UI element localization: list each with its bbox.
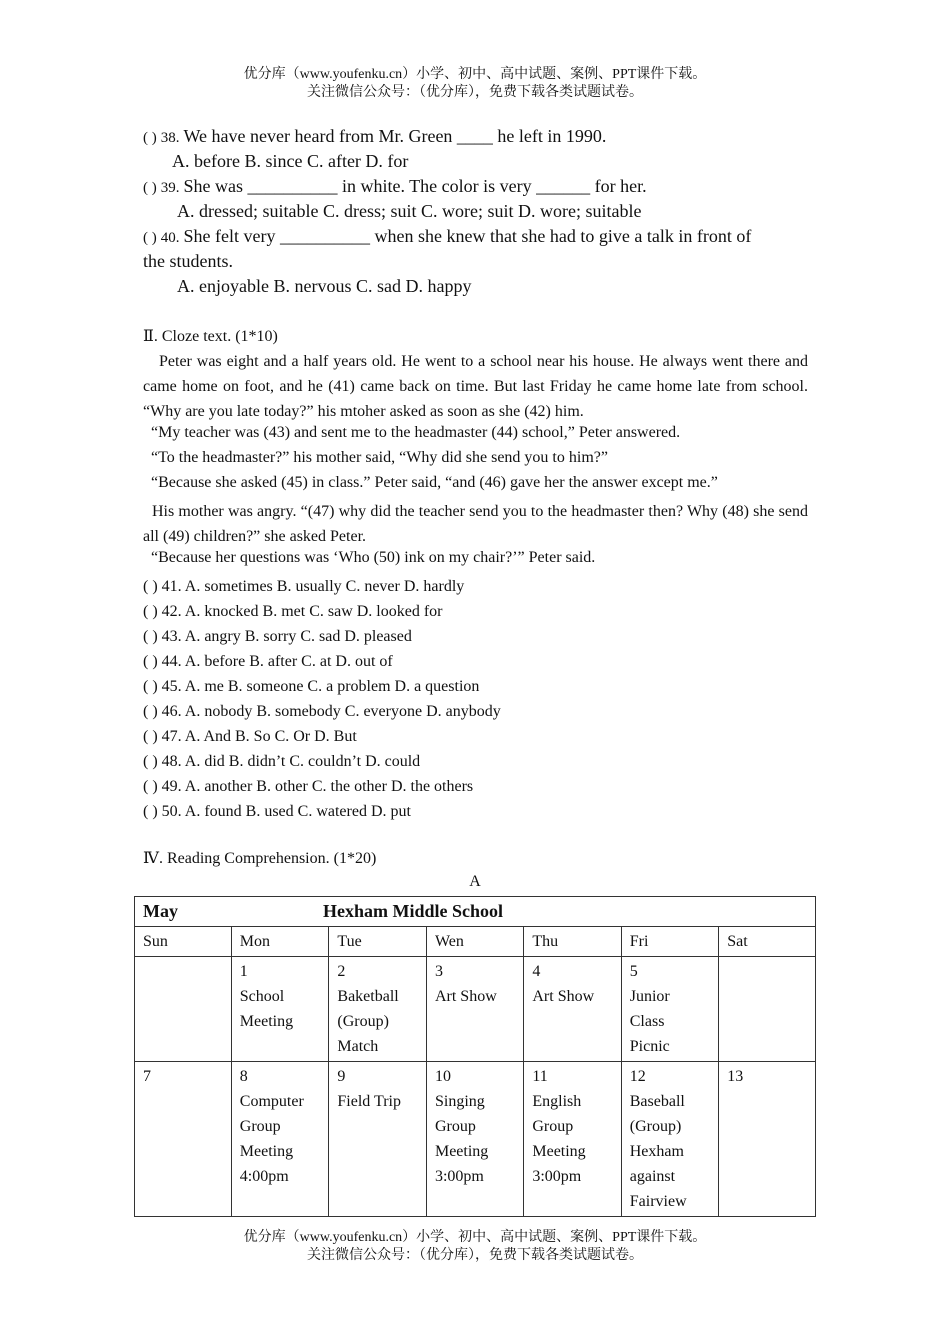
calendar-week-1 [135,957,816,1062]
cloze-paragraph-2: “My teacher was (43) and sent me to the headmaster (44) school,” Peter answered. [151,424,681,441]
calendar-date-number: 11 [532,1068,548,1085]
calendar-event-text: Match [337,1038,379,1055]
calendar-event-text: Group [532,1118,574,1135]
calendar-date-number: 10 [434,1068,451,1085]
calendar-week-2 [135,1062,816,1217]
calendar-day-cell [135,957,232,1062]
cloze-paragraph-3: “To the headmaster?” his mother said, “Why did she send you to him?” [151,449,608,466]
calendar-event-text: Meeting [434,1143,489,1160]
calendar-day-cell [719,957,816,1062]
calendar-date-number: 3 [434,963,443,980]
calendar-title-row [135,897,816,927]
calendar-date-number: 8 [239,1068,248,1085]
cloze-paragraph-6: “Because her questions was ‘Who (50) ink on my chair?’” Peter said. [151,549,596,566]
reading-section-label: A [469,873,481,890]
calendar-event-text: Computer [239,1093,304,1110]
day-header: Sat [719,927,816,957]
answer-bracket: ( ) [143,130,157,146]
calendar-date-number: 1 [239,963,248,980]
calendar-event-text: (Group) [629,1118,682,1135]
calendar-event-text: Group [239,1118,281,1135]
calendar-title-cell [135,897,816,927]
calendar-day-cell [426,1062,523,1217]
calendar-event-text: Junior [629,988,670,1005]
calendar-day-cell [329,1062,427,1217]
calendar-event-text: Meeting [239,1143,294,1160]
calendar-event-text: Class [629,1013,665,1030]
calendar-event-text: Art Show [532,988,595,1005]
question-38 [143,126,606,147]
calendar-event-text: Baseball [629,1093,685,1110]
calendar-event-text: 3:00pm [532,1168,582,1185]
calendar-day-cell [524,957,621,1062]
day-header: Wen [426,927,523,957]
question-number: 40. [160,230,180,246]
cloze-paragraph-4: “Because she asked (45) in class.” Peter said, “and (46) gave her the answer except me.” [151,474,718,491]
calendar-event-text: Field Trip [337,1093,401,1110]
question-number: 38. [160,130,180,146]
calendar-date-number: 5 [629,963,638,980]
calendar-event-text: Singing [434,1093,485,1110]
calendar-date-number: 12 [629,1068,646,1085]
cloze-option-44: ( ) 44. A. before B. after C. at D. out of [143,653,393,670]
calendar-event-text: Baketball [337,988,399,1005]
calendar-event-text: Meeting [239,1013,294,1030]
cloze-option-49: ( ) 49. A. another B. other C. the other D. the others [143,778,474,795]
calendar-event-text: English [532,1093,582,1110]
calendar-date-number: 2 [337,963,346,980]
calendar-day-cell [524,1062,621,1217]
calendar-day-cell [621,957,718,1062]
question-stem: She felt very __________ when she knew that she had to give a talk in front of [183,226,752,246]
cloze-options-list [143,574,501,824]
cloze-option-42: ( ) 42. A. knocked B. met C. saw D. looked for [143,603,443,620]
calendar-days-row [135,927,816,957]
calendar-day-cell [719,1062,816,1217]
question-40-options: A. enjoyable B. nervous C. sad D. happy [177,276,472,296]
calendar-event-text: Fairview [629,1193,687,1210]
cloze-heading: Ⅱ. Cloze text. (1*10) [143,328,278,345]
cloze-option-43: ( ) 43. A. angry B. sorry C. sad D. pleased [143,628,412,645]
calendar-event-text: Picnic [629,1038,670,1055]
calendar-event-text: Hexham [629,1143,684,1160]
day-header: Thu [524,927,621,957]
cloze-option-48: ( ) 48. A. did B. didn’t C. couldn’t D. could [143,753,421,770]
calendar-date-number: 9 [337,1068,346,1085]
calendar-date-number: 13 [727,1068,744,1085]
question-number: 39. [160,180,180,196]
reading-heading: Ⅳ. Reading Comprehension. (1*20) [143,850,377,867]
calendar-event-text: Art Show [434,988,497,1005]
calendar-event-text: School [239,988,285,1005]
answer-bracket: ( ) [143,180,157,196]
calendar-event-text: against [629,1168,676,1185]
answer-bracket: ( ) [143,230,157,246]
question-stem: We have never heard from Mr. Green ____ he left in 1990. [183,126,607,146]
day-header: Sun [135,927,232,957]
calendar-event-text: Meeting [532,1143,586,1160]
school-calendar-table [134,896,816,1217]
question-39-options: A. dressed; suitable C. dress; suit C. wore; suit D. wore; suitable [177,201,642,221]
calendar-date-number: 4 [532,963,541,980]
calendar-day-cell [135,1062,232,1217]
calendar-event-text: Group [434,1118,476,1135]
question-stem: She was __________ in white. The color is very ______ for her. [183,176,647,196]
cloze-paragraph-1: Peter was eight and a half years old. He went to a school near his house. He always went there and came home on foot, and he (41) came back on time. But last Friday he came home late from school. “Why are you late today?” his mtoher asked as soon as she (42) him. [143,353,808,420]
footer-line-1: 优分库（www.youfenku.cn）小学、初中、高中试题、案例、PPT课件下载。 [243,1230,707,1245]
calendar-day-cell [231,957,329,1062]
question-38-options: A. before B. since C. after D. for [172,151,409,171]
page-footer [0,1229,950,1265]
cloze-option-47: ( ) 47. A. And B. So C. Or D. But [143,728,357,745]
page-header [0,66,950,102]
calendar-day-cell [231,1062,329,1217]
header-line-1: 优分库（www.youfenku.cn）小学、初中、高中试题、案例、PPT课件下载。 [243,67,707,82]
cloze-option-50: ( ) 50. A. found B. used C. watered D. put [143,803,411,820]
cloze-option-41: ( ) 41. A. sometimes B. usually C. never D. hardly [143,578,465,595]
footer-line-2: 关注微信公众号：（优分库），免费下载各类试题试卷。 [307,1248,643,1263]
calendar-event-text: (Group) [337,1013,389,1030]
header-line-2: 关注微信公众号：（优分库），免费下载各类试题试卷。 [307,85,643,100]
calendar-date-number: 7 [143,1068,151,1085]
calendar-school-name: Hexham Middle School [323,901,504,921]
calendar-day-cell [426,957,523,1062]
question-40 [143,226,751,247]
question-39 [143,176,647,197]
day-header: Tue [329,927,427,957]
calendar-event-text: 4:00pm [239,1168,289,1185]
cloze-option-46: ( ) 46. A. nobody B. somebody C. everyone D. anybody [143,703,501,720]
calendar-event-text: 3:00pm [434,1168,484,1185]
calendar-month: May [143,901,178,921]
day-header: Mon [231,927,329,957]
day-header: Fri [621,927,718,957]
question-40-stem-continued: the students. [143,251,233,271]
cloze-option-45: ( ) 45. A. me B. someone C. a problem D. a question [143,678,480,695]
calendar-day-cell [621,1062,718,1217]
calendar-day-cell [329,957,427,1062]
cloze-paragraph-5: His mother was angry. “(47) why did the teacher send you to the headmaster then? Why (48) she send all (49) children?” she asked Peter. [143,503,808,545]
